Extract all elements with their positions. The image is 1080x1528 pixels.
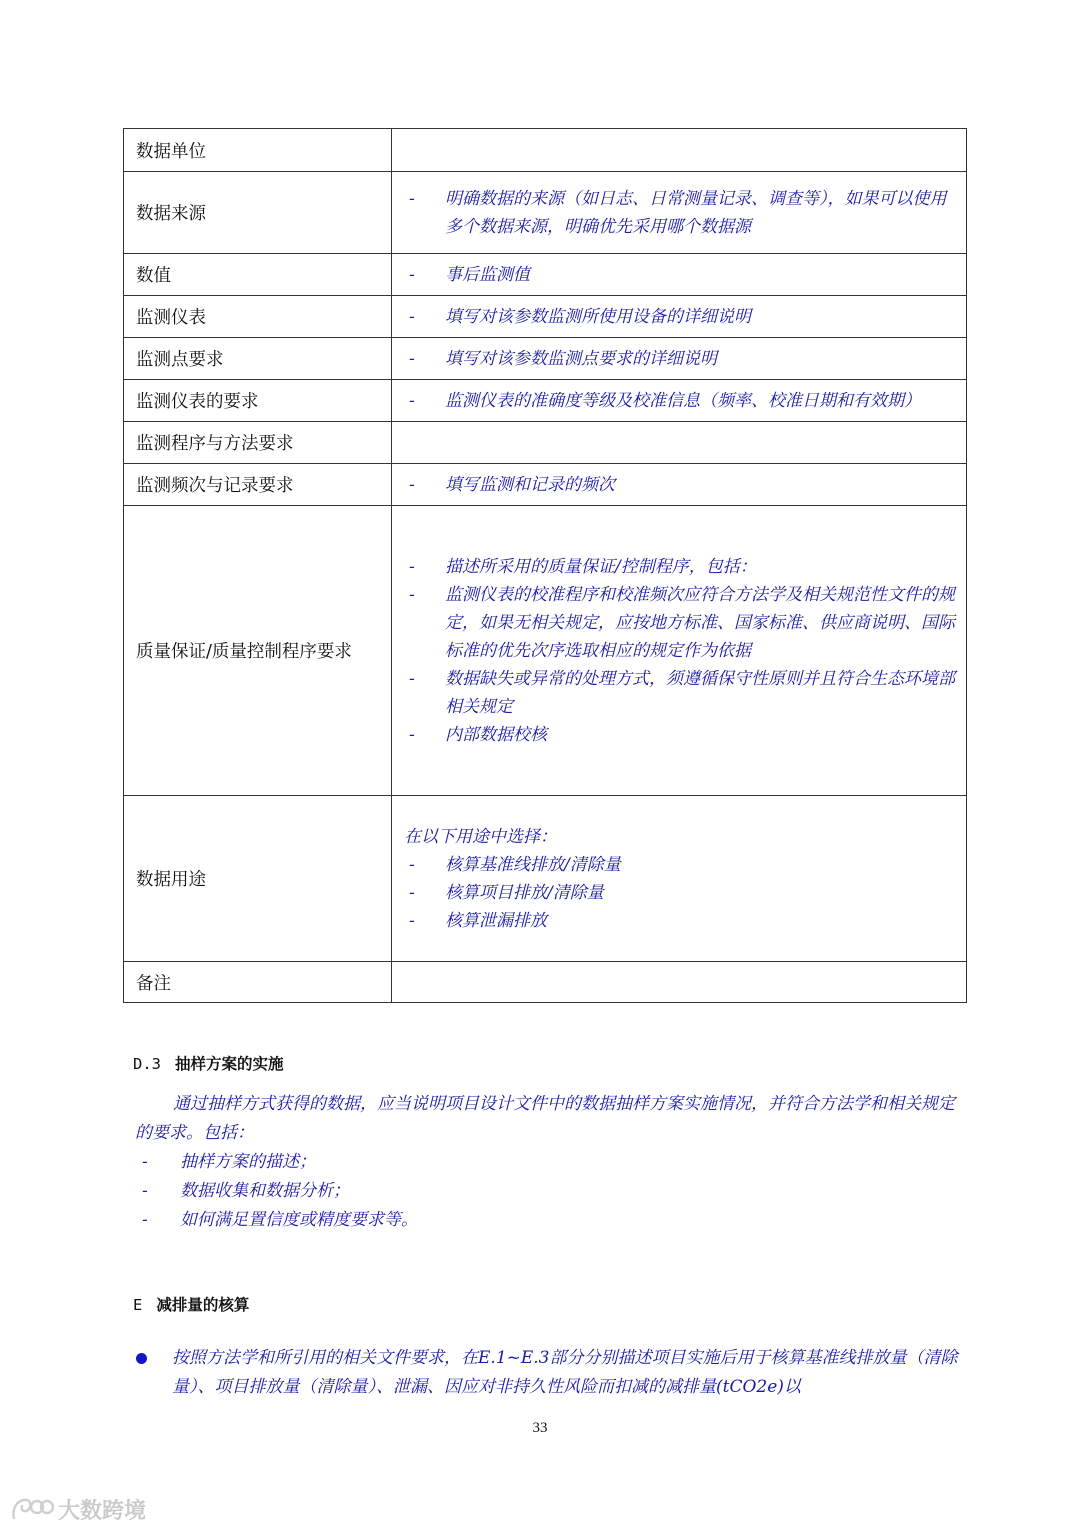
row-value: [392, 254, 967, 296]
row-label: 监测频次与记录要求: [124, 464, 392, 506]
dash-marker: -: [409, 390, 415, 411]
table-row: [124, 464, 967, 506]
table-row: [124, 172, 967, 254]
row-value: [392, 506, 967, 796]
dash-marker: -: [409, 584, 415, 605]
row-label: 监测点要求: [124, 338, 392, 380]
list-item-text: 事后监测值: [445, 264, 530, 285]
list-item-text: 核算泄漏排放: [445, 910, 547, 931]
table-row: [124, 962, 967, 1003]
section-d3-bullet-list: [135, 1148, 961, 1235]
row-label: 数据单位: [124, 129, 392, 172]
watermark-text: 大数跨境: [58, 1499, 147, 1524]
row-value: [392, 338, 967, 380]
dash-marker: -: [142, 1181, 148, 1201]
dash-marker: -: [409, 724, 415, 745]
list-item: [404, 581, 956, 665]
list-item-text: 明确数据的来源（如日志、日常测量记录、调查等），如果可以使用多个数据来源，明确优先采用哪个数据源: [445, 188, 947, 237]
list-item-text: 监测仪表的准确度等级及校准信息（频率、校准日期和有效期）: [445, 390, 921, 411]
row-label: 监测仪表: [124, 296, 392, 338]
row-value: [392, 129, 967, 172]
table-row: [124, 422, 967, 464]
table-row: [124, 254, 967, 296]
section-d3-title: 抽样方案的实施: [175, 1055, 284, 1073]
list-item: [135, 1177, 961, 1206]
table-row: [124, 796, 967, 962]
dash-marker: -: [409, 882, 415, 903]
list-item-text: 核算基准线排放/清除量: [445, 854, 621, 875]
table-row: [124, 380, 967, 422]
parameter-table: [123, 128, 967, 1003]
dash-marker: -: [409, 854, 415, 875]
list-item: [404, 303, 956, 331]
row-value: [392, 422, 967, 464]
list-item-text: 数据缺失或异常的处理方式，须遵循保守性原则并且符合生态环境部相关规定: [445, 668, 955, 717]
section-e-heading: [133, 1293, 249, 1315]
dash-marker: -: [409, 306, 415, 327]
bullet-dot-icon: [136, 1353, 147, 1364]
list-item: [404, 345, 956, 373]
list-item: [404, 471, 956, 499]
list-item: [404, 907, 956, 935]
dash-marker: -: [409, 264, 415, 285]
row-value: [392, 296, 967, 338]
dash-marker: -: [409, 474, 415, 495]
list-item-text: 监测仪表的校准程序和校准频次应符合方法学及相关规范性文件的规定，如果无相关规定，应按地方标准、国家标准、供应商说明、国际标准的优先次序选取相应的规定作为依据: [445, 584, 955, 661]
list-item-text: 如何满足置信度或精度要求等。: [180, 1210, 418, 1230]
dash-marker: -: [142, 1210, 148, 1230]
list-item-text: 描述所采用的质量保证/控制程序，包括：: [445, 556, 757, 577]
dash-marker: -: [409, 556, 415, 577]
table-row: [124, 129, 967, 172]
table-row: [124, 506, 967, 796]
row-label: 监测仪表的要求: [124, 380, 392, 422]
dash-marker: -: [409, 348, 415, 369]
list-item: [135, 1148, 961, 1177]
section-e-bullet-text: 按照方法学和所引用的相关文件要求，在E.1~E.3部分分别描述项目实施后用于核算基准线排放量（清除量）、项目排放量（清除量）、泄漏、因应对非持久性风险而扣减的减排量(tCO2e)以: [172, 1348, 958, 1397]
watermark-logo-icon: [10, 1496, 54, 1524]
list-item-text: 填写对该参数监测所使用设备的详细说明: [445, 306, 751, 327]
row-intro-text: 在以下用途中选择：: [404, 826, 557, 847]
list-item-text: 数据收集和数据分析；: [180, 1181, 350, 1201]
list-item: [135, 1206, 961, 1235]
row-label: 数值: [124, 254, 392, 296]
list-item: [404, 851, 956, 879]
list-item-text: 填写对该参数监测点要求的详细说明: [445, 348, 717, 369]
row-label: 数据来源: [124, 172, 392, 254]
row-label: 数据用途: [124, 796, 392, 962]
watermark: [10, 1494, 146, 1525]
dash-marker: -: [409, 668, 415, 689]
dash-marker: -: [409, 910, 415, 931]
list-item-text: 核算项目排放/清除量: [445, 882, 604, 903]
list-item: [404, 879, 956, 907]
list-item: [404, 185, 956, 241]
list-item-text: 填写监测和记录的频次: [445, 474, 615, 495]
row-value: [392, 464, 967, 506]
list-item-text: 内部数据校核: [445, 724, 547, 745]
dash-marker: -: [409, 188, 415, 209]
table-row: [124, 296, 967, 338]
list-item: [404, 261, 956, 289]
page-number: 33: [532, 1420, 548, 1436]
list-item: [404, 387, 956, 415]
section-d3-body: [135, 1090, 961, 1235]
row-label: 质量保证/质量控制程序要求: [124, 506, 392, 796]
row-value: [392, 380, 967, 422]
row-value: [392, 172, 967, 254]
list-item-text: 抽样方案的描述；: [180, 1152, 316, 1172]
section-e-number: E: [133, 1296, 143, 1314]
list-item: [404, 665, 956, 721]
list-item: [404, 553, 956, 581]
table-row: [124, 338, 967, 380]
row-value: [392, 962, 967, 1003]
section-d3-paragraph: 通过抽样方式获得的数据，应当说明项目设计文件中的数据抽样方案实施情况，并符合方法学和相关规定的要求。包括：: [135, 1094, 955, 1143]
row-value: [392, 796, 967, 962]
section-d3-heading: [133, 1052, 284, 1074]
row-label: 监测程序与方法要求: [124, 422, 392, 464]
section-d3-number: D.3: [133, 1055, 161, 1073]
dash-marker: -: [142, 1152, 148, 1172]
section-e-title: 减排量的核算: [156, 1296, 250, 1314]
list-item: [404, 721, 956, 749]
row-label: 备注: [124, 962, 392, 1003]
